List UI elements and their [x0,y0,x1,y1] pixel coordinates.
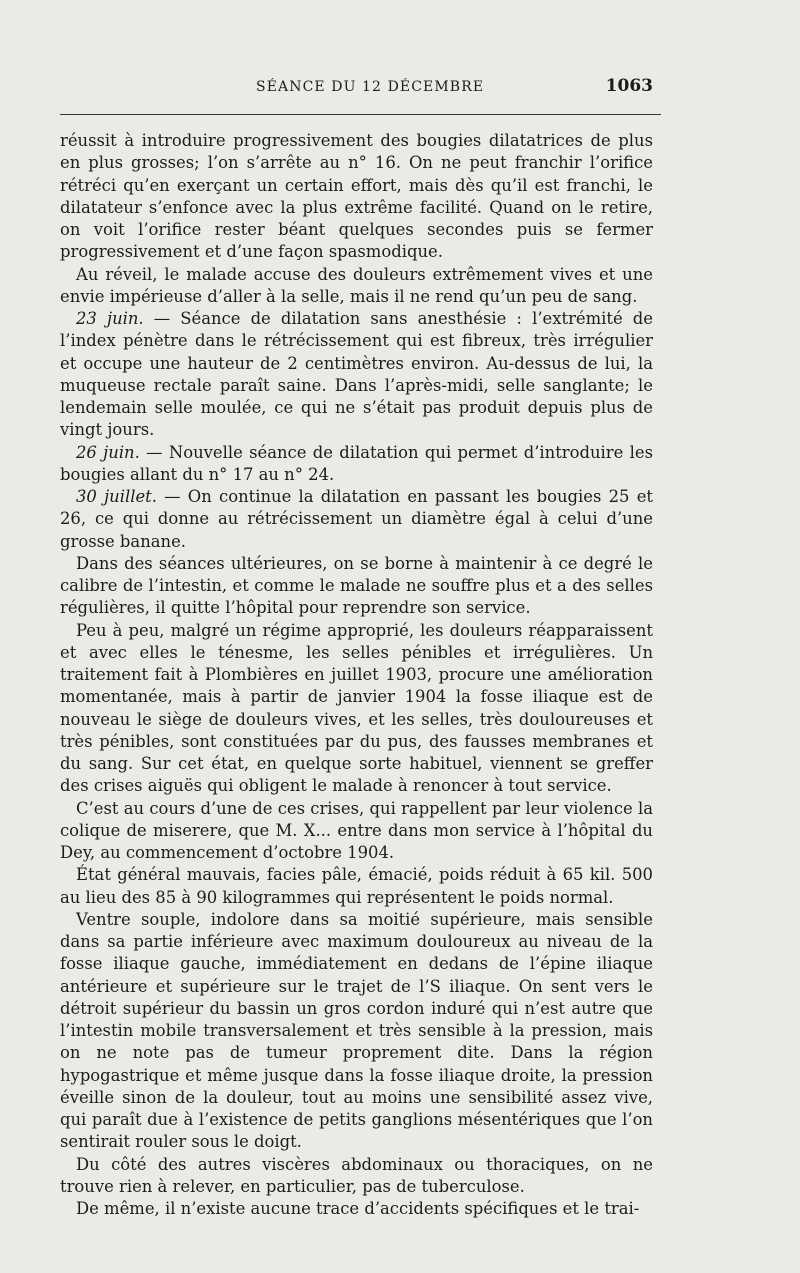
body-text [60,130,653,1220]
header-rule [60,114,661,115]
paragraph [60,130,653,264]
page-header [60,76,653,100]
entry-date: 23 juin. [76,309,144,328]
paragraph [60,442,653,487]
paragraph [60,553,653,620]
paragraph [60,264,653,309]
paragraph-text: Ventre souple, indolore dans sa moitié supérieure, mais sensible dans sa partie inférieure avec maximum douloureux au niveau de la fosse iliaque gauche, immédiatement en dedans de l’épine iliaque antérieure et supérieure sur le trajet de l’S iliaque. On sent vers le détroit supérieur du bassin un gros cordon induré qui n’est autre que l’intestin mobile transversalement et très sensible à la pression, mais on ne note pas de tumeur proprement dite. Dans la région hypogastrique et même jusque dans la fosse iliaque droite, la pression éveille sinon de la douleur, tout au moins une sensibilité assez vive, qui paraît due à l’existence de petits ganglions mésentériques que l’on sentirait rouler sous le doigt. [60,909,653,1152]
paragraph [60,798,653,865]
paragraph-text: Du côté des autres viscères abdominaux ou thoraciques, on ne trouve rien à relever, en particulier, pas de tuberculose. [60,1154,653,1196]
paragraph [60,308,653,442]
paragraph-text: Peu à peu, malgré un régime approprié, les douleurs réapparaissent et avec elles le ténesme, les selles pénibles et irrégulières. Un traitement fait à Plombières en juillet 1903, procure une amélioration momentanée, mais à partir de janvier 1904 la fosse iliaque est de nouveau le siège de douleurs vives, et les selles, très douloureuses et très pénibles, sont constituées par du pus, des fausses membranes et du sang. Sur cet état, en quelque sorte habituel, viennent se greffer des crises aiguës qui obligent le malade à renoncer à tout service. [60,620,653,796]
paragraph-text: — On continue la dilatation en passant les bougies 25 et 26, ce qui donne au rétrécissement un diamètre égal à celui d’une grosse banane. [60,487,653,551]
entry-date: 26 juin. [76,442,140,462]
paragraph [60,1198,653,1220]
paragraph-text: — Nouvelle séance de dilatation qui permet d’introduire les bougies allant du n° 17 au n° 24. [60,442,653,484]
paragraph-text: État général mauvais, facies pâle, émacié, poids réduit à 65 kil. 500 au lieu des 85 à 90 kilogrammes qui représentent le poids normal. [60,865,653,907]
paragraph-text: C’est au cours d’une de ces crises, qui rappellent par leur violence la colique de miserere, que M. X... entre dans mon service à l’hôpital du Dey, au commencement d’octobre 1904. [60,798,653,862]
paragraph-text: Au réveil, le malade accuse des douleurs extrêmement vives et une envie impérieuse d’aller à la selle, mais il ne rend qu’un peu de sang. [60,264,653,306]
paragraph [60,864,653,909]
paragraph-text: — Séance de dilatation sans anesthésie : l’extrémité de l’index pénètre dans le rétrécissement qui est fibreux, très irrégulier et occupe une hauteur de 2 centimètres environ. Au-dessus de lui, la muqueuse rectale paraît saine. Dans l’après-midi, selle sanglante; le lendemain selle moulée, ce qui ne s’était pas produit depuis plus de vingt jours. [60,309,653,440]
paragraph-text: Dans des séances ultérieures, on se borne à maintenir à ce degré le calibre de l’intestin, et comme le malade ne souffre plus et a des selles régulières, il quitte l’hôpital pour reprendre son service. [60,553,653,618]
paragraph-text: réussit à introduire progressivement des bougies dilatatrices de plus en plus grosses; l’on s’arrête au n° 16. On ne peut franchir l’orifice rétréci qu’en exerçant un certain effort, mais dès qu’il est franchi, le dilatateur s’enfonce avec la plus extrême facilité. Quand on le retire, on voit l’orifice rester béant quelques secondes puis se fermer progressivement et d’une façon spasmodique. [60,131,653,262]
entry-date: 30 juillet. [76,487,157,506]
paragraph [60,909,653,1154]
paragraph [60,486,653,553]
paragraph [60,620,653,798]
page-number: 1063 [605,76,653,96]
running-title: SÉANCE DU 12 DÉCEMBRE [256,79,485,95]
paragraph-text: De même, il n’existe aucune trace d’accidents spécifiques et le trai- [76,1199,640,1218]
paragraph [60,1154,653,1199]
